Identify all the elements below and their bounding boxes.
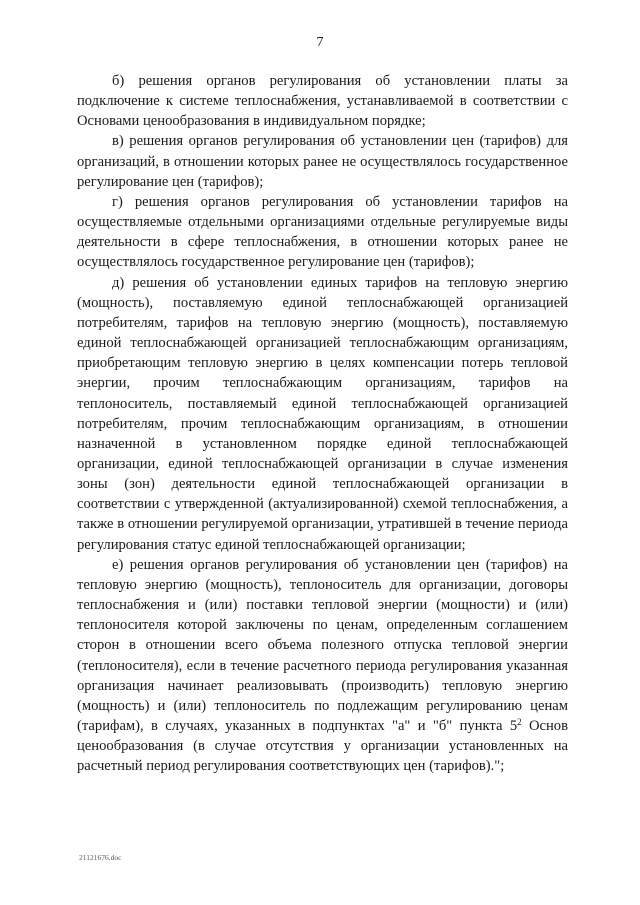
page-number: 7 bbox=[316, 35, 324, 50]
paragraph-e-text-end: Основ ценообразования (в случае отсутствия у организации установленных на расчетный период регулирования соответствующих цен (тарифов)."; bbox=[77, 718, 568, 775]
paragraph-g: г) решения органов регулирования об установлении тарифов на осуществляемые отдельными организациями отдельные регулируемые виды деятельности в сфере теплоснабжения, в отношении которых ранее не осуществлялось государственное регулирование цен (тарифов); bbox=[77, 193, 568, 271]
paragraph-e bbox=[77, 555, 568, 777]
superscript-marker: 2 bbox=[517, 717, 522, 727]
document-body bbox=[77, 71, 568, 776]
paragraph-d: д) решения об установлении единых тарифов на тепловую энергию (мощность), поставляемую единой теплоснабжающей организацией потребителям, тарифов на тепловую энергию (мощность), поставляемую единой теплоснабжающей организацией теплоснабжающим организациям, приобретающим тепловую энергию в целях компенсации потерь тепловой энергии, прочим теплоснабжающим организациям, тарифов на теплоноситель, поставляемый единой теплоснабжающей организацией потребителям, прочим теплоснабжающим организациям, в отношении назначенной в установленном порядке единой теплоснабжающей организации, единой теплоснабжающей организации в случае изменения зоны (зон) деятельности единой теплоснабжающей организации в соответствии с утвержденной (актуализированной) схемой теплоснабжения, а также в отношении регулируемой организации, утратившей в течение периода регулирования статус единой теплоснабжающей организации; bbox=[77, 274, 568, 553]
paragraph-v: в) решения органов регулирования об установлении цен (тарифов) для организаций, в отношении которых ранее не осуществлялось государственное регулирование цен (тарифов); bbox=[77, 133, 568, 190]
paragraph-b: б) решения органов регулирования об установлении платы за подключение к системе теплоснабжения, устанавливаемой в соответствии с Основами ценообразования в индивидуальном порядке; bbox=[77, 73, 568, 130]
paragraph-e-text: е) решения органов регулирования об установлении цен (тарифов) на тепловую энергию (мощность), теплоноситель для организации, договоры теплоснабжения и (или) поставки тепловой энергии (мощности) и (или) теплоносителя которой заключены по ценам, определенным соглашением сторон в отношении всего объема полезного отпуска тепловой энергии (теплоносителя), если в течение расчетного периода регулирования указанная организация начинает реализовывать (производить) тепловую энергию (мощность) и (или) теплоноситель по подлежащим регулированию ценам (тарифам), в случаях, указанных в подпунктах "а" и "б" пункта 5 bbox=[77, 556, 568, 734]
document-file-id: 21121676.doc bbox=[79, 853, 122, 862]
